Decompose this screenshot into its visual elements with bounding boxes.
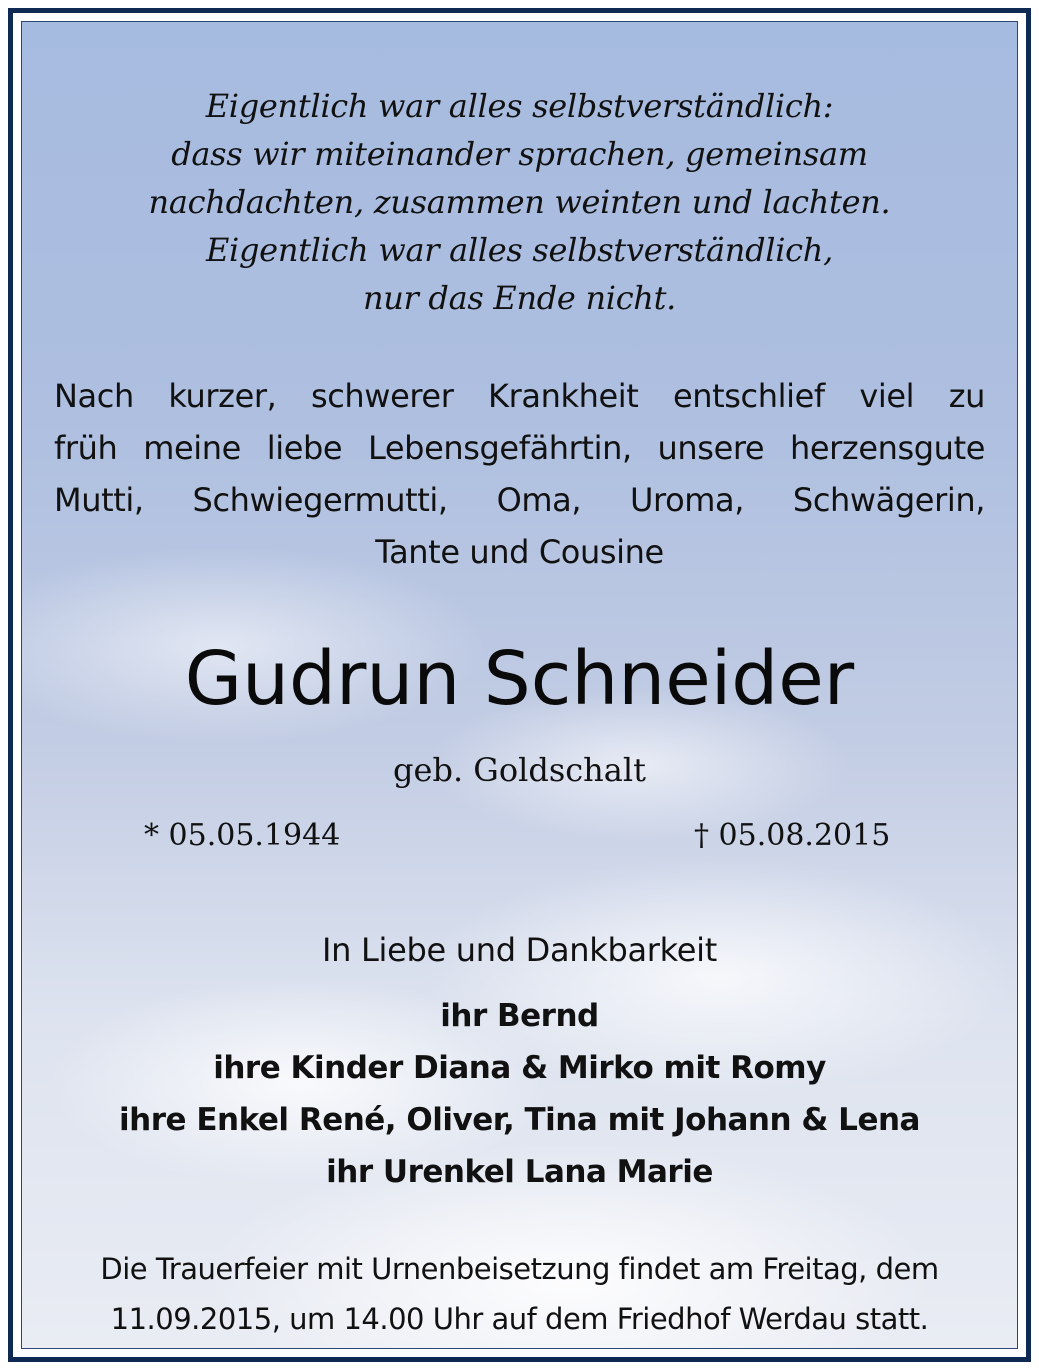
mourner-line: ihr Bernd xyxy=(440,998,599,1034)
obituary-frame xyxy=(8,8,1031,1362)
mourners-list xyxy=(22,990,1017,1198)
mourner-line: ihre Kinder Diana & Mirko mit Romy xyxy=(213,1050,826,1086)
sky-background xyxy=(21,21,1018,1349)
birth-date: * 05.05.1944 xyxy=(144,818,341,853)
announcement-text xyxy=(54,370,985,578)
ceremony-line: Die Trauerfeier mit Urnenbeisetzung findet am Freitag, dem xyxy=(100,1252,939,1286)
deceased-name: Gudrun Schneider xyxy=(184,636,855,722)
poem-line: nachdachten, zusammen weinten und lachten. xyxy=(148,183,891,221)
mourner-line: ihre Enkel René, Oliver, Tina mit Johann & Lena xyxy=(119,1102,920,1138)
poem xyxy=(22,82,1017,322)
closing-phrase: In Liebe und Dankbarkeit xyxy=(322,931,717,969)
announcement-line: Nach kurzer, schwerer Krankheit entschlief viel zu xyxy=(54,377,985,415)
poem-line: Eigentlich war alles selbstverständlich: xyxy=(205,87,834,125)
announcement-line: Tante und Cousine xyxy=(375,533,664,571)
ceremony-line: 11.09.2015, um 14.00 Uhr auf dem Friedhof Werdau statt. xyxy=(110,1302,929,1336)
poem-line: dass wir miteinander sprachen, gemeinsam xyxy=(171,135,868,173)
maiden-name: geb. Goldschalt xyxy=(393,751,646,789)
mourner-line: ihr Urenkel Lana Marie xyxy=(326,1154,713,1190)
poem-line: nur das Ende nicht. xyxy=(362,279,677,317)
ceremony-info xyxy=(22,1244,1017,1344)
announcement-line: Mutti, Schwiegermutti, Oma, Uroma, Schwägerin, xyxy=(54,481,985,519)
poem-line: Eigentlich war alles selbstverständlich, xyxy=(206,231,833,269)
announcement-line: früh meine liebe Lebensgefährtin, unsere herzensgute xyxy=(54,429,985,467)
death-date: † 05.08.2015 xyxy=(694,818,891,853)
